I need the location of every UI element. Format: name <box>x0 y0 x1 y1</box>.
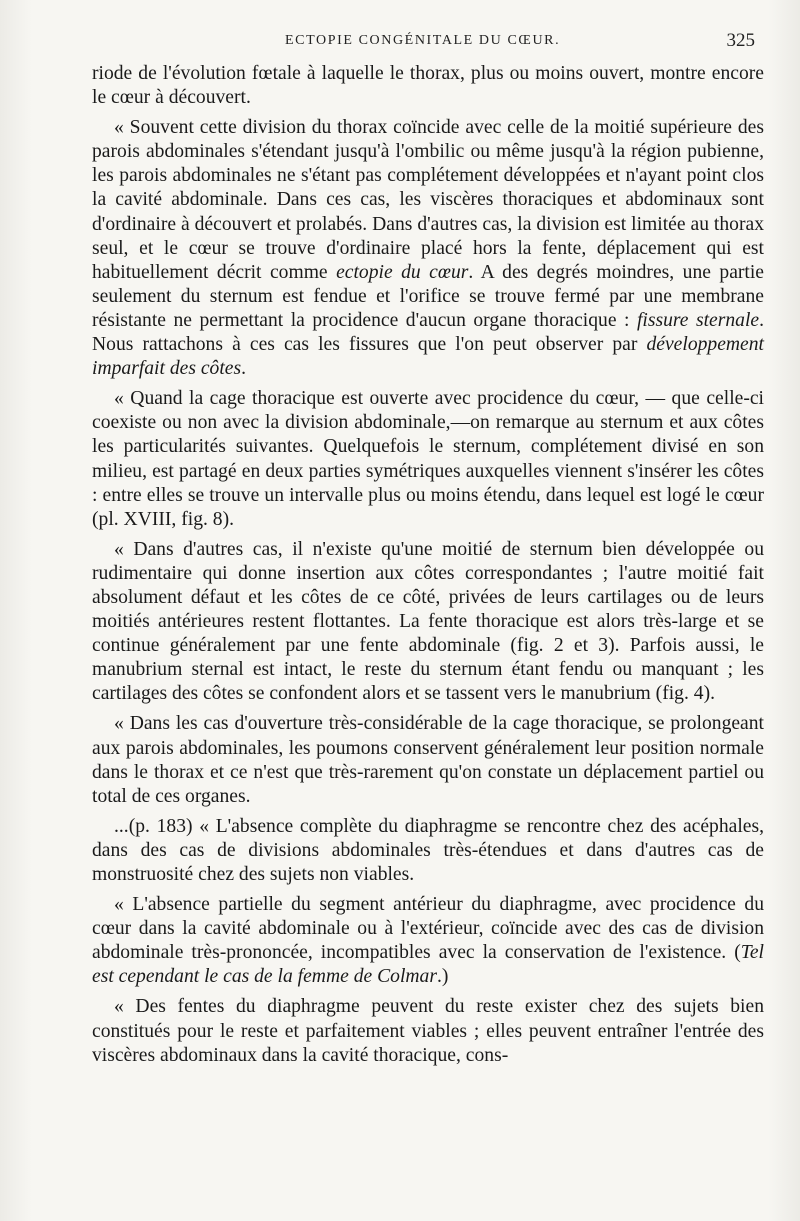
paragraph-text: . <box>241 358 247 380</box>
paragraph-lungs: « Dans les cas d'ouverture très-considérable de la cage thoracique, se prolongeant aux parois abdominales, les poumons conservent généralement leur position normale dans le thorax et ce n'est que très-rarement qu'on constate un déplacement partiel ou total de ces organes. <box>92 713 764 807</box>
paragraph-half-sternum: « Dans d'autres cas, il n'existe qu'une moitié de sternum bien développée ou rudimentaire qui donne insertion aux côtes correspondantes ; l'autre moitié fait absolument défaut et les côtes de ce côté, privées de leurs cartilages ou de leurs moitiés antérieures restent flottantes. La fente thoracique est alors très-large et se continue généralement par une fente abdominale (fig. 2 et 3). Parfois aussi, le manubrium sternal est intact, le reste du sternum étant fendu ou manquant ; les cartilages des côtes se confondent alors et se tassent vers le manubrium (fig. 4). <box>92 538 764 705</box>
paragraph-diaphragm-absence: ...(p. 183) « L'absence complète du diaphragme se rencontre chez des acéphales, dans des cas de divisions abdominales très-étendues et dans d'autres cas de monstruosité chez des sujets non viables. <box>92 815 764 885</box>
paragraph-text: .) <box>436 966 449 988</box>
paragraph-text: « L'absence partielle du segment antérieur du diaphragme, avec procidence du cœur dans la cavité abdominale ou à l'extérieur, coïncide avec des cas de division abdominale très-prononcée, incompatibles avec la conservation de l'existence. ( <box>92 894 764 964</box>
paragraph-text: « Souvent cette division du thorax coïncide avec celle de la moitié supérieure des parois abdominales s'étendant jusqu'à l'ombilic ou même jusqu'à la région pubienne, les parois abdominales ne s'étant pas complétement développées et n'ayant point clos la cavité abdominale. Dans ces cas, les viscères thoraciques et abdominaux sont d'ordinaire à découvert et prolabés. Dans d'autres cas, la division est limitée au thorax seul, et le cœur se trouve d'ordinaire placé hors la fente, déplacement qui est habituellement décrit comme <box>92 117 764 283</box>
body-text <box>92 62 764 1074</box>
italic-remark-colmar: Tel est cependant le cas de la femme de Colmar <box>92 942 764 988</box>
paragraph-open-cage: « Quand la cage thoracique est ouverte avec procidence du cœur, — que celle-ci coexiste ou non avec la division abdominale,—on remarque au sternum et aux côtes les particularités suivantes. Quelquefois le sternum, complétement divisé en son milieu, est partagé en deux parties symétriques auxquelles viennent s'insérer les côtes : entre elles se trouve un intervalle plus ou moins étendu, dans lequel est logé le cœur (pl. XVIII, fig. 8). <box>92 388 764 530</box>
running-title: ECTOPIE CONGÉNITALE DU CŒUR. <box>285 33 561 48</box>
italic-term-ectopie: ectopie du cœur <box>336 261 469 283</box>
paragraph-text: . Nous rattachons à ces cas les fissures que l'on peut observer par <box>92 309 764 356</box>
page-header <box>0 30 800 54</box>
paragraph-continuation: riode de l'évolution fœtale à laquelle le thorax, plus ou moins ouvert, montre encore le cœur à découvert. <box>92 63 764 109</box>
paragraph-partial-absence <box>92 893 764 989</box>
page-number: 325 <box>726 30 755 51</box>
paragraph-text: . A des degrés moindres, une partie seulement du sternum est fendue et l'orifice se trouve fermé par une membrane résistante ne permettant la procidence d'aucun organe thoracique : <box>92 261 764 331</box>
paragraph-thoracic-division <box>92 116 764 381</box>
italic-term-ribs: développement imparfait des côtes <box>92 334 764 380</box>
italic-term-fissure: fissure sternale <box>636 309 760 331</box>
paragraph-diaphragm-fissures: « Des fentes du diaphragme peuvent du reste exister chez des sujets bien constitués pour le reste et parfaitement viables ; elles peuvent entraîner l'entrée des viscères abdominaux dans la cavité thoracique, cons- <box>92 996 764 1066</box>
